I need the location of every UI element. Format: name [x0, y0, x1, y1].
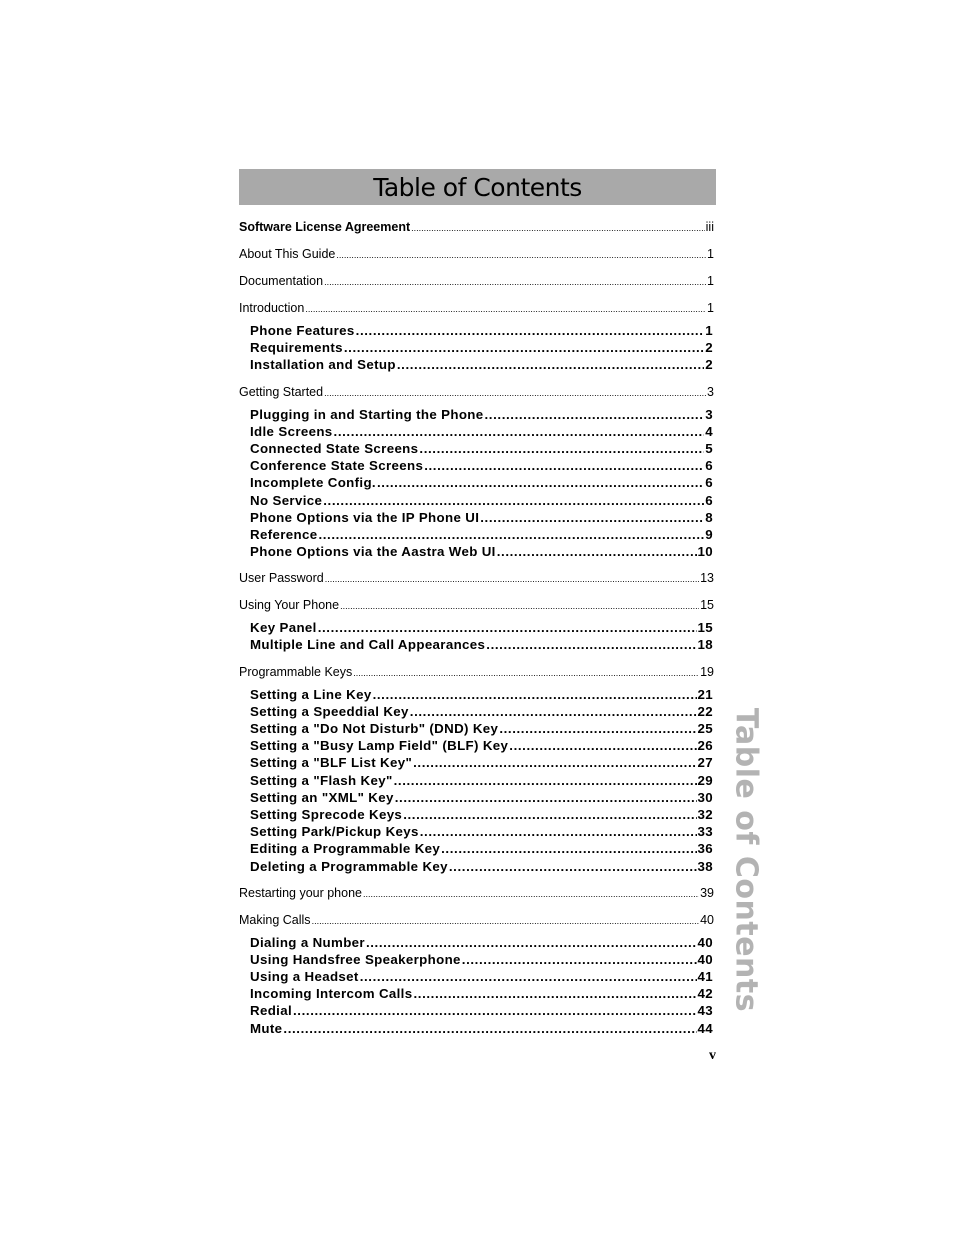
toc-leader-dots: [377, 474, 704, 491]
toc-section-entry[interactable]: [239, 423, 713, 440]
toc-leader-dots: [318, 526, 704, 543]
toc-entry-page: 5: [705, 440, 713, 456]
toc-list: [239, 219, 714, 1037]
toc-entry-label: Key Panel: [250, 620, 317, 636]
toc-leader-dots: [413, 754, 696, 771]
toc-entry-label: Installation and Setup: [250, 357, 396, 373]
toc-entry-page: 1: [707, 274, 714, 288]
toc-section-entry[interactable]: [239, 474, 713, 491]
toc-entry-page: 36: [697, 841, 713, 857]
toc-section-entry[interactable]: [239, 457, 713, 474]
toc-entry-page: 27: [697, 755, 713, 771]
toc-entry-label: Setting an "XML" Key: [250, 789, 394, 805]
toc-entry-label: Setting a "Busy Lamp Field" (BLF) Key: [250, 738, 509, 754]
toc-leader-dots: [293, 1002, 696, 1019]
toc-section-entry[interactable]: [239, 968, 713, 985]
toc-entry-page: 21: [697, 686, 713, 702]
toc-section-entry[interactable]: [239, 526, 713, 543]
toc-entry-page: 43: [697, 1003, 713, 1019]
toc-leader-dots: [485, 406, 705, 423]
toc-entry-page: 1: [707, 301, 714, 315]
toc-entry-label: About This Guide: [239, 247, 336, 261]
toc-entry-label: Phone Options via the IP Phone UI: [250, 509, 480, 525]
side-tab-label: Table of Contents: [728, 707, 764, 1013]
toc-entry-label: Idle Screens: [250, 423, 333, 439]
toc-leader-dots: [334, 423, 705, 440]
toc-entry-page: 33: [697, 824, 713, 840]
toc-entry-label: Setting a Line Key: [250, 686, 372, 702]
toc-entry-label: Requirements: [250, 340, 343, 356]
toc-leader-dots: [486, 636, 696, 653]
toc-leader-dots: [509, 737, 696, 754]
side-tab: [728, 705, 764, 1015]
toc-leader-dots: [497, 543, 697, 560]
toc-entry-page: 32: [697, 806, 713, 822]
toc-entry-label: Conference State Screens: [250, 458, 424, 474]
toc-section-entry[interactable]: [239, 772, 713, 789]
toc-entry-page: 29: [697, 772, 713, 788]
toc-leader-dots: [318, 619, 697, 636]
toc-leader-dots: [356, 322, 705, 339]
toc-chapter-entry[interactable]: [239, 300, 714, 317]
toc-section-entry[interactable]: [239, 440, 713, 457]
toc-section-entry[interactable]: [239, 789, 713, 806]
toc-chapter-entry[interactable]: [239, 384, 714, 401]
toc-leader-dots: [480, 509, 704, 526]
page-title: Table of Contents: [373, 172, 582, 202]
toc-entry-label: Multiple Line and Call Appearances: [250, 637, 486, 653]
toc-entry-label: Plugging in and Starting the Phone: [250, 406, 484, 422]
toc-leader-dots: [441, 840, 696, 857]
toc-entry-label: Redial: [250, 1003, 293, 1019]
toc-entry-page: 3: [705, 406, 713, 422]
toc-section-entry[interactable]: [239, 636, 713, 653]
toc-entry-page: 30: [697, 789, 713, 805]
toc-leader-dots: [395, 789, 697, 806]
toc-entry-page: 8: [705, 509, 713, 525]
toc-section-entry[interactable]: [239, 737, 713, 754]
toc-entry-page: 26: [697, 738, 713, 754]
toc-section-entry[interactable]: [239, 840, 713, 857]
toc-entry-label: Phone Options via the Aastra Web UI: [250, 544, 496, 560]
toc-entry-label: Using a Headset: [250, 969, 359, 985]
toc-entry-label: Using Your Phone: [239, 598, 340, 613]
toc-section-entry[interactable]: [239, 858, 713, 875]
toc-leader-dots: [363, 886, 699, 902]
toc-section-entry[interactable]: [239, 686, 713, 703]
toc-leader-dots: [283, 1020, 696, 1037]
toc-chapter-entry[interactable]: [239, 912, 714, 929]
toc-entry-label: Setting Sprecode Keys: [250, 806, 403, 822]
toc-section-entry[interactable]: [239, 322, 713, 339]
toc-entry-page: 41: [697, 969, 713, 985]
toc-leader-dots: [323, 492, 704, 509]
toc-section-entry[interactable]: [239, 934, 713, 951]
toc-entry-label: User Password: [239, 571, 324, 586]
toc-leader-dots: [413, 985, 696, 1002]
toc-section-entry[interactable]: [239, 1002, 713, 1019]
toc-entry-page: 18: [697, 637, 713, 653]
toc-chapter-entry[interactable]: [239, 597, 714, 614]
toc-leader-dots: [324, 385, 706, 401]
toc-section-entry[interactable]: [239, 754, 713, 771]
toc-leader-dots: [420, 823, 697, 840]
toc-section-entry[interactable]: [239, 703, 713, 720]
toc-entry-label: Editing a Programmable Key: [250, 841, 441, 857]
toc-entry-page: 44: [697, 1020, 713, 1036]
toc-entry-label: Restarting your phone: [239, 885, 362, 900]
toc-leader-dots: [403, 806, 696, 823]
toc-entry-page: 10: [697, 544, 713, 560]
toc-section-entry[interactable]: [239, 339, 713, 356]
toc-entry-page: 40: [697, 934, 713, 950]
toc-section-entry[interactable]: [239, 720, 713, 737]
toc-section-entry[interactable]: [239, 356, 713, 373]
toc-entry-page: 6: [705, 475, 713, 491]
toc-entry-label: Getting Started: [239, 384, 324, 399]
toc-leader-dots: [411, 220, 705, 236]
toc-entry-label: Introduction: [239, 301, 305, 315]
toc-leader-dots: [325, 571, 699, 587]
toc-leader-dots: [410, 703, 697, 720]
toc-entry-page: 3: [707, 384, 714, 399]
toc-section-entry[interactable]: [239, 823, 713, 840]
toc-entry-label: No Service: [250, 492, 323, 508]
toc-entry-label: Connected State Screens: [250, 440, 419, 456]
toc-entry-page: 1: [707, 247, 714, 261]
toc-entry-label: Setting a Speeddial Key: [250, 703, 409, 719]
toc-entry-label: Deleting a Programmable Key: [250, 858, 448, 874]
toc-leader-dots: [312, 913, 700, 929]
toc-entry-page: 2: [705, 357, 713, 373]
toc-entry-page: 6: [705, 492, 713, 508]
toc-section-entry[interactable]: [239, 985, 713, 1002]
toc-leader-dots: [360, 968, 697, 985]
page-number: v: [709, 1048, 716, 1063]
toc-leader-dots: [424, 457, 704, 474]
toc-chapter-entry[interactable]: [239, 664, 714, 681]
toc-header-bar: [239, 169, 716, 205]
toc-entry-page: 2: [705, 340, 713, 356]
toc-entry-label: Software License Agreement: [239, 220, 411, 234]
toc-leader-dots: [462, 951, 697, 968]
toc-entry-page: 6: [705, 458, 713, 474]
toc-entry-page: 9: [705, 526, 713, 542]
toc-entry-label: Mute: [250, 1020, 283, 1036]
toc-chapter-entry[interactable]: [239, 885, 714, 902]
toc-section-entry[interactable]: [239, 543, 713, 560]
toc-entry-page: 40: [697, 951, 713, 967]
toc-entry-label: Documentation: [239, 274, 324, 288]
toc-leader-dots: [449, 858, 697, 875]
toc-section-entry[interactable]: [239, 619, 713, 636]
toc-leader-dots: [353, 665, 699, 681]
toc-entry-page: 39: [700, 885, 714, 900]
toc-entry-label: Setting a "Do Not Disturb" (DND) Key: [250, 721, 499, 736]
toc-section-entry[interactable]: [239, 1020, 713, 1037]
toc-entry-label: Reference: [250, 526, 318, 542]
toc-leader-dots: [336, 247, 706, 263]
toc-entry-label: Using Handsfree Speakerphone: [250, 951, 461, 967]
toc-entry-label: Programmable Keys: [239, 664, 353, 679]
toc-entry-page: 40: [700, 912, 714, 927]
toc-entry-page: 15: [700, 598, 714, 613]
toc-section-entry[interactable]: [239, 509, 713, 526]
toc-entry-page: 38: [697, 858, 713, 874]
toc-chapter-entry[interactable]: [239, 246, 714, 263]
toc-leader-dots: [373, 686, 697, 703]
toc-leader-dots: [324, 274, 706, 290]
toc-entry-label: Setting a "Flash Key": [250, 772, 393, 788]
toc-entry-page: 15: [697, 620, 713, 636]
toc-chapter-entry[interactable]: [239, 219, 714, 236]
toc-entry-label: Incomplete Config.: [250, 475, 376, 491]
toc-entry-page: iii: [705, 220, 714, 234]
toc-section-entry[interactable]: [239, 806, 713, 823]
toc-leader-dots: [419, 440, 704, 457]
toc-entry-page: 19: [700, 664, 714, 679]
toc-section-entry[interactable]: [239, 951, 713, 968]
toc-chapter-entry[interactable]: [239, 570, 714, 587]
toc-leader-dots: [397, 356, 704, 373]
toc-section-entry[interactable]: [239, 406, 713, 423]
toc-entry-page: 4: [705, 423, 713, 439]
toc-leader-dots: [305, 301, 706, 317]
toc-entry-page: 22: [697, 703, 713, 719]
toc-entry-page: 1: [705, 323, 713, 338]
toc-entry-label: Dialing a Number: [250, 934, 365, 950]
toc-leader-dots: [344, 339, 704, 356]
toc-chapter-entry[interactable]: [239, 273, 714, 290]
toc-entry-page: 42: [697, 986, 713, 1002]
toc-entry-page: 13: [700, 571, 714, 586]
toc-leader-dots: [499, 720, 696, 737]
toc-entry-label: Making Calls: [239, 912, 311, 927]
toc-leader-dots: [340, 598, 699, 614]
toc-entry-label: Setting a "BLF List Key": [250, 755, 413, 771]
toc-leader-dots: [394, 772, 697, 789]
toc-entry-label: Incoming Intercom Calls: [250, 986, 413, 1002]
toc-section-entry[interactable]: [239, 492, 713, 509]
toc-entry-label: Setting Park/Pickup Keys: [250, 824, 419, 840]
toc-entry-label: Phone Features: [250, 323, 355, 338]
toc-leader-dots: [366, 934, 697, 951]
toc-entry-page: 25: [697, 721, 713, 736]
